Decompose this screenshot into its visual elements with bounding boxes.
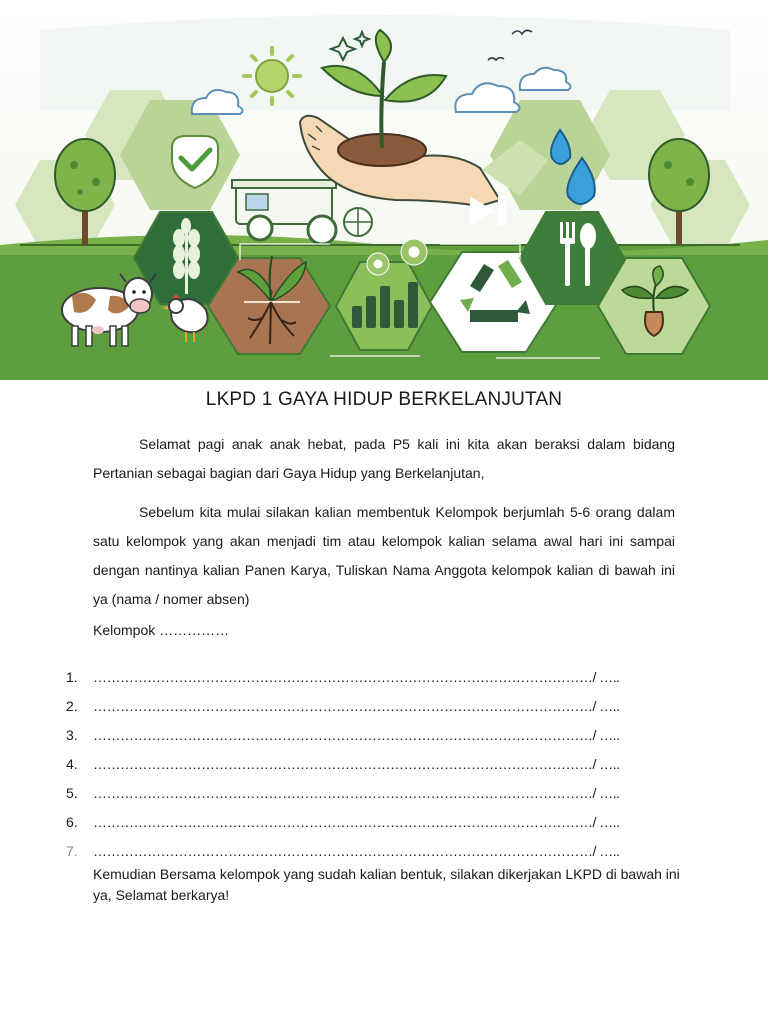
member-list — [66, 662, 620, 865]
page-title: LKPD 1 GAYA HIDUP BERKELANJUTAN — [205, 389, 563, 410]
intro-paragraph — [93, 430, 675, 488]
list-item — [66, 720, 620, 749]
list-number: 4. — [66, 755, 78, 772]
list-item — [66, 836, 620, 865]
intro-text: Selamat pagi anak anak hebat, pada P5 kali ini kita akan beraksi dalam bidang Pertanian sebagai bagian dari Gaya Hidup yang Berkelanjutan, — [93, 436, 675, 481]
list-item — [66, 749, 620, 778]
list-item — [66, 778, 620, 807]
agriculture-banner — [0, 0, 768, 380]
fill-in-blank: …………………………………………………………………………………………………/ ….. — [93, 755, 620, 772]
list-item — [66, 807, 620, 836]
list-number: 5. — [66, 784, 78, 801]
fill-in-blank: …………………………………………………………………………………………………/ ….. — [93, 697, 620, 714]
list-item — [66, 662, 620, 691]
group-label: Kelompok …………… — [93, 622, 230, 638]
list-number: 2. — [66, 697, 78, 714]
fill-in-blank: …………………………………………………………………………………………………/ ….. — [93, 842, 620, 859]
list-number: 3. — [66, 726, 78, 743]
closing-paragraph: Kemudian Bersama kelompok yang sudah kalian bentuk, silakan dikerjakan LKPD di bawah ini ya, Selamat berkarya! — [93, 866, 680, 903]
instructions-paragraph — [93, 498, 675, 614]
fill-in-blank: …………………………………………………………………………………………………/ ….. — [93, 668, 620, 685]
list-number: 1. — [66, 668, 78, 685]
fill-in-blank: …………………………………………………………………………………………………/ ….. — [93, 784, 620, 801]
list-number: 7. — [66, 842, 78, 859]
instructions-text: Sebelum kita mulai silakan kalian membentuk Kelompok berjumlah 5-6 orang dalam satu kelompok yang akan menjadi tim atau kelompok kalian selama awal hari ini sampai dengan nantinya kalian Panen Karya, Tuliskan Nama Anggota kelompok kalian di bawah ini ya (nama / nomer absen) — [93, 504, 675, 607]
fill-in-blank: …………………………………………………………………………………………………/ ….. — [93, 813, 620, 830]
list-number: 6. — [66, 813, 78, 830]
fill-in-blank: …………………………………………………………………………………………………/ ….. — [93, 726, 620, 743]
list-item — [66, 691, 620, 720]
